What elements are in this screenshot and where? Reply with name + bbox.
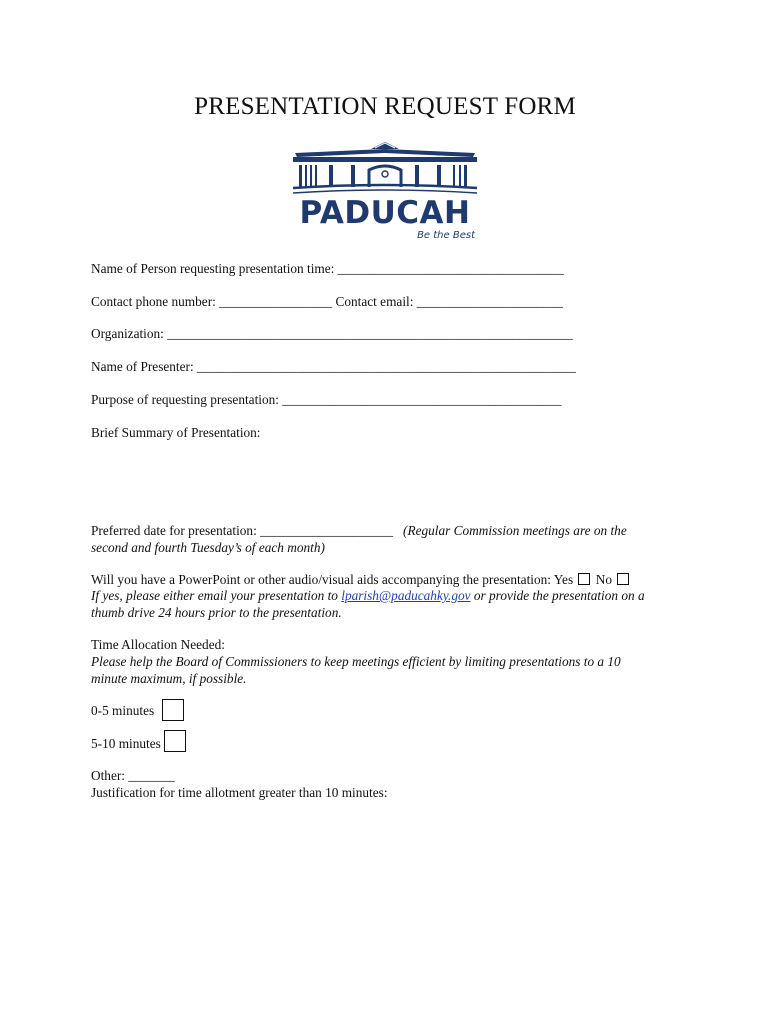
- no-checkbox[interactable]: [617, 573, 629, 585]
- av-question: Will you have a PowerPoint or other audio/visual aids accompanying the presentation: Yes: [91, 572, 574, 587]
- paducah-logo: [289, 140, 481, 244]
- purpose-field[interactable]: Purpose of requesting presentation: __________________________________________: [91, 392, 562, 407]
- other-field[interactable]: Other: _______: [91, 768, 175, 783]
- phone-field[interactable]: Contact phone number: _________________: [91, 294, 333, 309]
- logo-wordmark: PADUCAH: [299, 195, 471, 231]
- summary-label: Brief Summary of Presentation:: [91, 425, 261, 440]
- time-allocation-heading: Time Allocation Needed:: [91, 637, 225, 652]
- av-instructions: [91, 588, 645, 604]
- no-label: No: [595, 572, 613, 587]
- option-5-10-label: 5-10 minutes: [91, 736, 161, 751]
- justification-label: Justification for time allotment greater than 10 minutes:: [91, 785, 388, 800]
- contact-row: [91, 294, 563, 310]
- date-note-continued: second and fourth Tuesday’s of each month): [91, 540, 325, 555]
- preferred-date-row: [91, 523, 627, 539]
- time-note-continued: minute maximum, if possible.: [91, 671, 247, 686]
- yes-checkbox[interactable]: [578, 573, 590, 585]
- option-0-5-checkbox[interactable]: [162, 699, 184, 721]
- option-0-5-label: 0-5 minutes: [91, 703, 155, 718]
- presenter-field[interactable]: Name of Presenter: _________________________________________________________: [91, 359, 576, 374]
- av-info-before: If yes, please either email your presentation to: [91, 588, 342, 603]
- logo-tagline: Be the Best: [417, 230, 475, 241]
- av-question-row: [91, 572, 631, 588]
- date-note: (Regular Commission meetings are on the: [403, 523, 627, 538]
- av-instructions-continued: thumb drive 24 hours prior to the presentation.: [91, 605, 342, 620]
- email-field[interactable]: Contact email: ______________________: [335, 294, 564, 309]
- organization-field[interactable]: Organization: _____________________________________________________________: [91, 326, 573, 341]
- email-link[interactable]: lparish@paducahky.gov: [341, 588, 471, 603]
- option-5-10-checkbox[interactable]: [164, 730, 186, 752]
- preferred-date-field[interactable]: Preferred date for presentation: ____________________: [91, 523, 394, 538]
- form-title: PRESENTATION REQUEST FORM: [194, 93, 576, 120]
- time-note: Please help the Board of Commissioners to keep meetings efficient by limiting presentations to a 10: [91, 654, 621, 669]
- requester-field[interactable]: Name of Person requesting presentation time: __________________________________: [91, 261, 564, 276]
- av-info-after: or provide the presentation on a: [470, 588, 645, 603]
